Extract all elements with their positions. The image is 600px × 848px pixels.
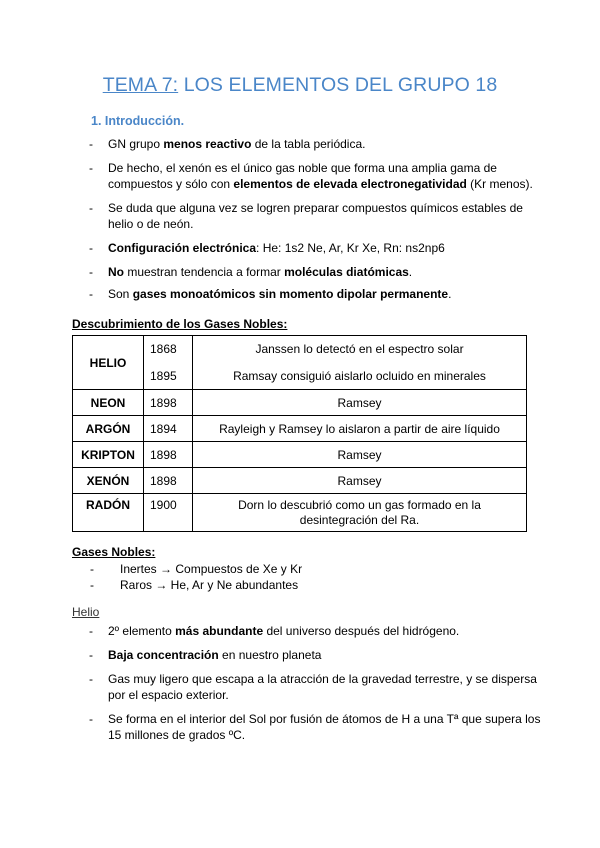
text: de la tabla periódica. [251,137,366,151]
table-cell-year: 1895 [144,363,193,390]
text: Se forma en el interior del Sol por fusión de átomos de H a una Tª que supera los 15 millones de grados ºC. [108,712,541,742]
table-row [73,416,527,442]
bold-text: gases monoatómicos sin momento dipolar permanente [132,287,449,301]
text: . [448,287,452,301]
text: . [408,265,413,279]
table-row [73,336,527,363]
bold-text: moléculas diatómicas [284,265,409,279]
text: muestran tendencia a formar [124,265,285,279]
text: Son [108,287,133,301]
table-cell-year: 1868 [144,336,193,363]
text: GN grupo [108,137,164,151]
text: Gas muy ligero que escapa a la atracción de la gravedad terrestre, y se dispersa por el espacio exterior. [108,672,537,702]
intro-item: - GN grupo menos reactivo de la tabla periódica. [89,137,366,151]
intro-item: - Son gases monoatómicos sin momento dipolar permanente. [89,287,452,301]
bold-text: menos reactivo [163,137,252,151]
table-cell-year: 1898 [144,442,193,468]
intro-item: - De hecho, el xenón es el único gas noble que forma una amplia gama de compuestos y sólo con elementos de elevada electronegatividad (Kr menos). [89,161,533,191]
table-cell-desc: Ramsey [193,468,527,494]
table-cell-element: ARGÓN [73,416,144,442]
title-prefix: TEMA 7: [102,74,179,96]
text: del universo después del hidrógeno. [263,624,460,638]
gases-list [84,561,544,593]
intro-list [84,136,544,310]
table-cell-year: 1894 [144,416,193,442]
intro-item: - Se duda que alguna vez se logren preparar compuestos químicos estables de helio o de neón. [89,201,523,231]
helio-list [84,623,544,751]
table-row [73,468,527,494]
helio-item: - Se forma en el interior del Sol por fusión de átomos de H a una Tª que supera los 15 millones de grados ºC. [89,712,541,742]
gases-item: - Inertes → Compuestos de Xe y Kr [90,562,303,576]
table-row [73,442,527,468]
discovery-table [72,335,527,532]
bold-text: Configuración electrónica [108,241,257,255]
table-cell-element: RADÓN [73,494,144,532]
text: Se duda que alguna vez se logren preparar compuestos químicos estables de helio o de neón. [108,201,523,231]
table-cell-desc: Rayleigh y Ramsey lo aislaron a partir de aire líquido [193,416,527,442]
text: De hecho, el xenón es el único gas noble que forma una amplia gama de compuestos y sólo con [108,161,497,191]
table-cell-element: XENÓN [73,468,144,494]
intro-item: - No muestran tendencia a formar moléculas diatómicas. [89,265,413,279]
table-cell-element: KRIPTON [73,442,144,468]
helio-item: - Gas muy ligero que escapa a la atracción de la gravedad terrestre, y se dispersa por el espacio exterior. [89,672,537,702]
table-cell-desc: Ramsey [193,390,527,416]
table-cell-year: 1900 [144,494,193,532]
discovery-heading: Descubrimiento de los Gases Nobles: [72,317,288,331]
text: en nuestro planeta [218,648,322,662]
table-cell-desc: Dorn lo descubrió como un gas formado en la desintegración del Ra. [193,494,527,532]
bold-text: más abundante [175,624,264,638]
helio-item: - Baja concentración en nuestro planeta [89,648,322,662]
intro-heading: 1. Introducción. [91,114,185,128]
gases-item: - Raros → He, Ar y Ne abundantes [90,578,299,592]
table-cell-desc: Janssen lo detectó en el espectro solar [193,336,527,363]
bold-text: elementos de elevada electronegatividad [233,177,467,191]
page-title [0,74,600,97]
table-cell-desc: Ramsay consiguió aislarlo ocluido en minerales [193,363,527,390]
bold-text: Baja concentración [108,648,219,662]
bold-text: No [108,265,124,279]
title-rest: LOS ELEMENTOS DEL GRUPO 18 [178,74,498,96]
helio-heading: Helio [72,605,100,619]
table-row [73,390,527,416]
table-cell-year: 1898 [144,468,193,494]
text: (Kr menos). [466,177,533,191]
text: 2º elemento [108,624,176,638]
intro-item: - Configuración electrónica: He: 1s2 Ne, Ar, Kr Xe, Rn: ns2np6 [89,241,445,255]
table-cell-element: HELIO [73,336,144,390]
helio-item: - 2º elemento más abundante del universo después del hidrógeno. [89,624,460,638]
gases-heading: Gases Nobles: [72,545,156,559]
table-cell-element: NEON [73,390,144,416]
table-row [73,494,527,532]
text: : He: 1s2 Ne, Ar, Kr Xe, Rn: ns2np6 [256,241,445,255]
table-cell-year: 1898 [144,390,193,416]
table-cell-desc: Ramsey [193,442,527,468]
